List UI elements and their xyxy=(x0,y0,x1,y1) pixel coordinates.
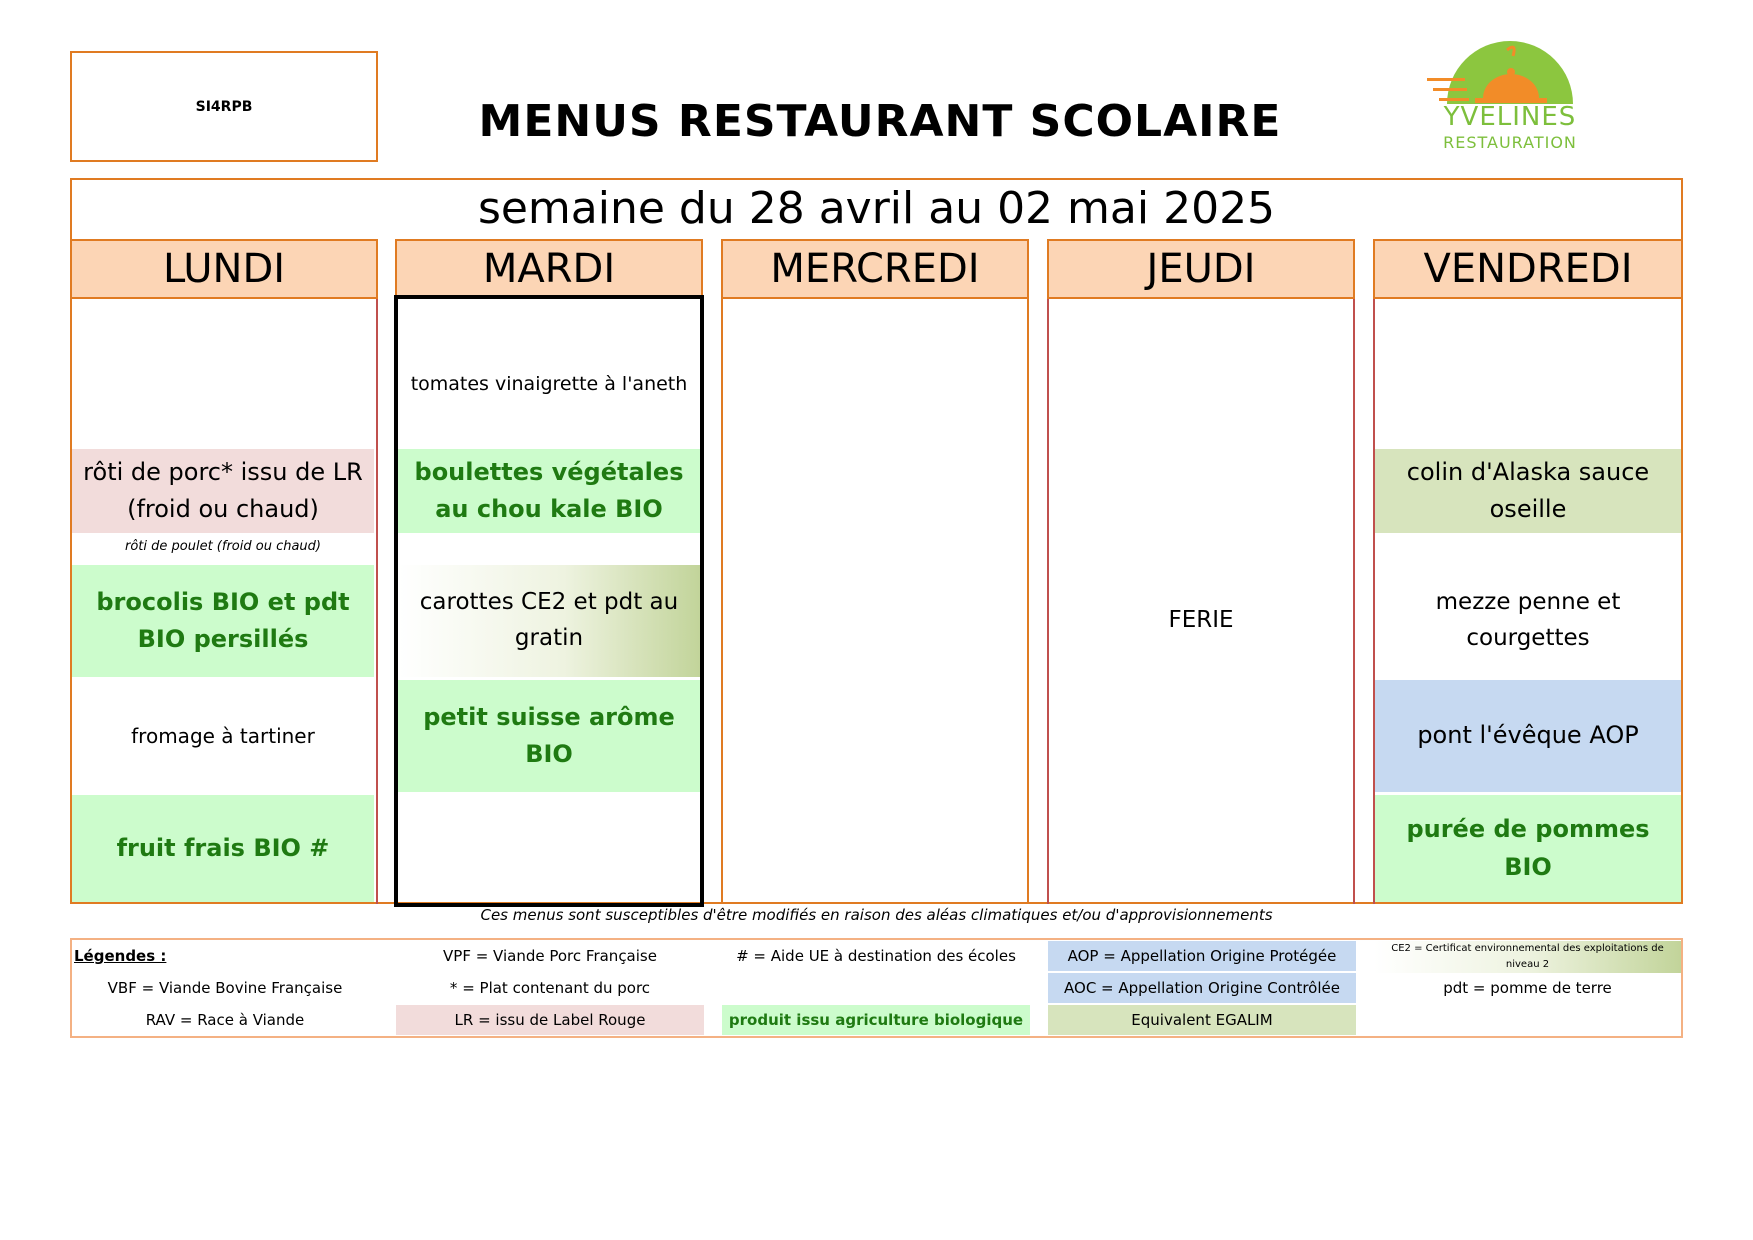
mardi-entree: tomates vinaigrette à l'aneth xyxy=(410,373,688,396)
notice-text: Ces menus sont susceptibles d'être modifiés en raison des aléas climatiques et/ou d'approvisionnements xyxy=(480,906,1273,924)
logo-line2: RESTAURATION xyxy=(1443,133,1577,152)
org-name: SI4RPB xyxy=(195,98,253,115)
legend-title: Légendes : xyxy=(74,947,167,965)
day-name: VENDREDI xyxy=(1423,246,1633,292)
lundi-alt: rôti de poulet (froid ou chaud) xyxy=(125,538,321,554)
legend-vbf: VBF = Viande Bovine Française xyxy=(107,979,343,997)
logo xyxy=(1425,36,1595,156)
vendredi-dairy: pont l'évêque AOP xyxy=(1375,680,1681,792)
org-box xyxy=(70,51,378,162)
day-header-mardi xyxy=(395,239,703,299)
legend-bio: produit issu agriculture biologique xyxy=(722,1005,1030,1035)
day-name: MARDI xyxy=(482,246,616,292)
legend-porc: * = Plat contenant du porc xyxy=(449,979,651,997)
legend-aop: AOP = Appellation Origine Protégée xyxy=(1048,941,1356,971)
lundi-dairy: fromage à tartiner xyxy=(131,723,315,748)
day-header-jeudi xyxy=(1047,239,1355,299)
day-name: JEUDI xyxy=(1146,246,1256,292)
logo-line1: YVELINES xyxy=(1443,102,1577,132)
vendredi-main: colin d'Alaska sauce oseille xyxy=(1375,449,1681,533)
jeudi-ferie: FERIE xyxy=(1168,607,1234,634)
legend-ce2: CE2 = Certificat environnemental des exploitations de niveau 2 xyxy=(1374,941,1681,973)
legend-pdt: pdt = pomme de terre xyxy=(1443,979,1612,997)
legend-egalim: Equivalent EGALIM xyxy=(1048,1005,1356,1035)
legend-aide: # = Aide UE à destination des écoles xyxy=(736,947,1016,965)
lundi-side: brocolis BIO et pdt BIO persillés xyxy=(72,565,374,677)
day-name: MERCREDI xyxy=(770,246,980,292)
lundi-dessert: fruit frais BIO # xyxy=(72,795,374,902)
vendredi-side: mezze penne et courgettes xyxy=(1435,589,1621,651)
day-header-lundi xyxy=(70,239,378,299)
legend-rav: RAV = Race à Viande xyxy=(145,1011,305,1029)
column-mercredi xyxy=(721,299,1029,904)
day-header-mercredi xyxy=(721,239,1029,299)
lundi-main: rôti de porc* issu de LR (froid ou chaud) xyxy=(72,449,374,533)
legend-vpf: VPF = Viande Porc Française xyxy=(443,947,657,965)
vendredi-dessert: purée de pommes BIO xyxy=(1375,795,1681,902)
legend-lr: LR = issu de Label Rouge xyxy=(396,1005,704,1035)
legend-aoc: AOC = Appellation Origine Contrôlée xyxy=(1048,973,1356,1003)
mardi-side: carottes CE2 et pdt au gratin xyxy=(398,565,700,677)
mardi-dairy: petit suisse arôme BIO xyxy=(398,680,700,792)
day-name: LUNDI xyxy=(162,246,286,292)
week-title: semaine du 28 avril au 02 mai 2025 xyxy=(477,183,1276,234)
mardi-main: boulettes végétales au chou kale BIO xyxy=(398,449,700,533)
day-header-vendredi xyxy=(1373,239,1683,299)
page-title: MENUS RESTAURANT SCOLAIRE xyxy=(478,96,1282,147)
